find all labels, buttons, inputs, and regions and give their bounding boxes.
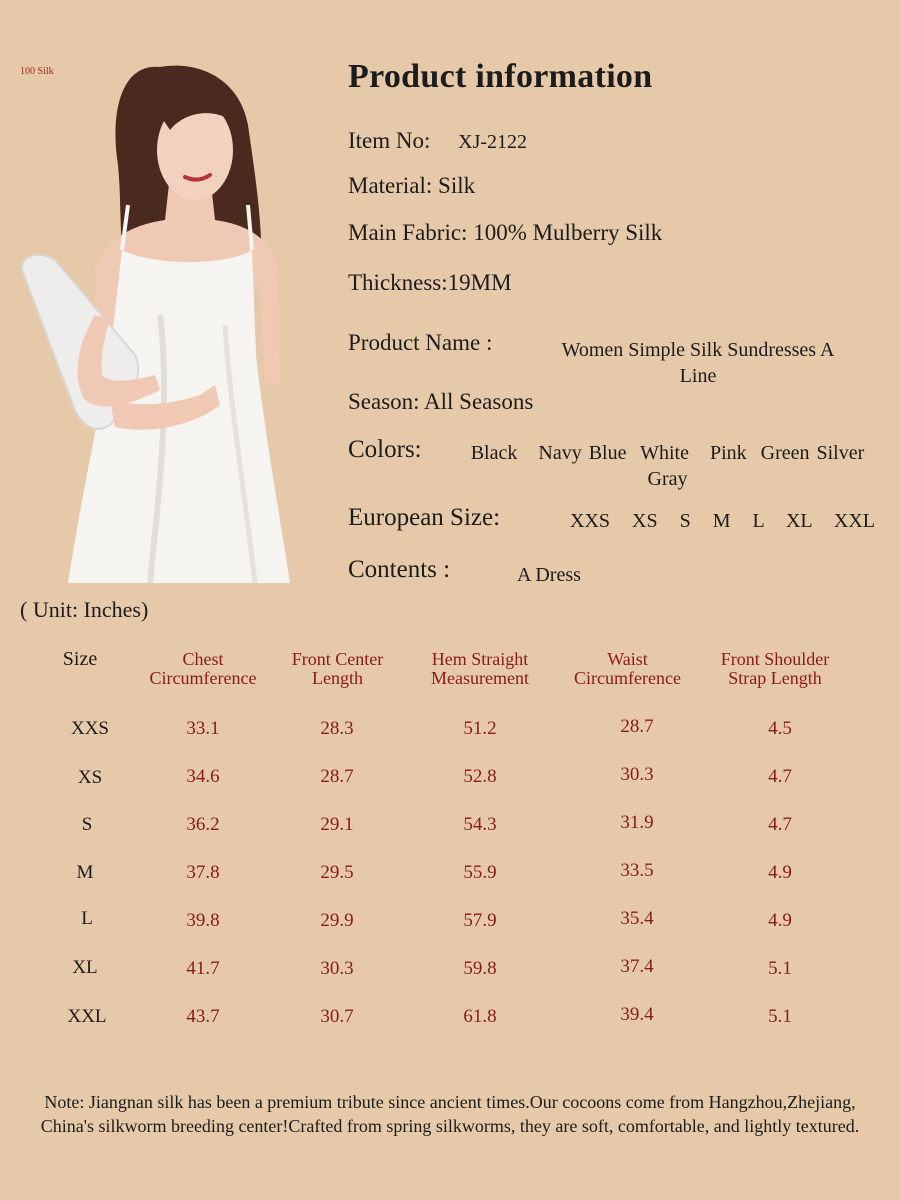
table-cell: 28.7	[320, 766, 354, 787]
table-header: Front Shoulder Strap Length	[720, 649, 830, 688]
colors-label: Colors:	[348, 436, 422, 463]
table-cell: 36.2	[186, 814, 220, 835]
brand-tag: 100 Silk	[20, 66, 54, 77]
table-cell: 30.3	[620, 764, 654, 785]
table-cell: 35.4	[620, 908, 654, 929]
main-fabric-row: Main Fabric: 100% Mulberry Silk	[348, 220, 663, 245]
table-cell: 41.7	[186, 958, 220, 979]
item-no-value: XJ-2122	[458, 131, 528, 153]
table-cell: 29.9	[320, 910, 354, 931]
table-cell: 4.9	[768, 862, 792, 883]
table-cell: 30.7	[320, 1006, 354, 1027]
table-cell: 4.5	[768, 718, 792, 739]
table-cell: 29.5	[320, 862, 354, 883]
table-cell: 39.4	[620, 1004, 654, 1025]
table-cell: 59.8	[463, 958, 497, 979]
material-row: Material: Silk	[348, 173, 476, 198]
table-cell: XL	[72, 957, 98, 978]
contents-value: A Dress	[517, 564, 581, 586]
table-cell: 37.4	[620, 956, 654, 977]
product-photo	[10, 55, 325, 585]
table-cell: 39.8	[186, 910, 220, 931]
table-cell: 37.8	[186, 862, 220, 883]
table-cell: XS	[77, 767, 103, 788]
table-cell: 4.7	[768, 766, 792, 787]
table-cell: 51.2	[463, 718, 497, 739]
table-header: Waist Circumference	[574, 649, 681, 688]
table-cell: 52.8	[463, 766, 497, 787]
item-no-label: Item No:	[348, 128, 431, 153]
table-cell: 33.1	[186, 718, 220, 739]
table-cell: 4.9	[768, 910, 792, 931]
table-cell: S	[81, 814, 93, 835]
table-cell: 30.3	[320, 958, 354, 979]
table-cell: 31.9	[620, 812, 654, 833]
contents-label: Contents :	[348, 556, 451, 583]
table-cell: 61.8	[463, 1006, 497, 1027]
table-cell: 4.7	[768, 814, 792, 835]
table-cell: XXS	[70, 718, 109, 739]
table-cell: 5.1	[768, 958, 792, 979]
sizes-list: XXS XS S M L XL XXL	[570, 510, 875, 532]
table-cell: 55.9	[463, 862, 497, 883]
table-cell: L	[81, 908, 93, 929]
size-label: European Size:	[348, 504, 501, 531]
table-header: Hem Straight Measurement	[431, 649, 529, 688]
table-cell: 34.6	[186, 766, 220, 787]
product-name-value: Women Simple Silk Sundresses A Line	[561, 339, 835, 387]
table-cell: 29.1	[320, 814, 354, 835]
colors-list: Black Navy Blue White Pink Green Silver Gray	[470, 442, 872, 490]
product-name-label: Product Name :	[348, 330, 493, 355]
page-title: Product information	[348, 58, 653, 95]
table-header: Front Center Length	[291, 649, 384, 688]
thickness-row: Thickness:19MM	[348, 270, 512, 295]
unit-label: ( Unit: Inches)	[20, 597, 149, 622]
table-cell: XXL	[67, 1006, 107, 1027]
table-header: Size	[62, 648, 98, 670]
season-row: Season: All Seasons	[348, 389, 534, 414]
table-cell: 28.3	[320, 718, 354, 739]
table-cell: 57.9	[463, 910, 497, 931]
note-text: Note: Jiangnan silk has been a premium tribute since ancient times.Our cocoons come from Hangzhou,Zhejiang, China's silkworm breeding center!Crafted from spring silkworms, they are soft, comfortable, and lightly textured.	[40, 1092, 860, 1136]
table-cell: 33.5	[620, 860, 654, 881]
table-cell: 43.7	[186, 1006, 220, 1027]
table-header: Chest Circumference	[149, 649, 257, 688]
table-cell: 5.1	[768, 1006, 792, 1027]
table-cell: M	[76, 862, 94, 883]
table-cell: 28.7	[620, 716, 654, 737]
table-cell: 54.3	[463, 814, 497, 835]
item-no-row	[348, 128, 527, 154]
